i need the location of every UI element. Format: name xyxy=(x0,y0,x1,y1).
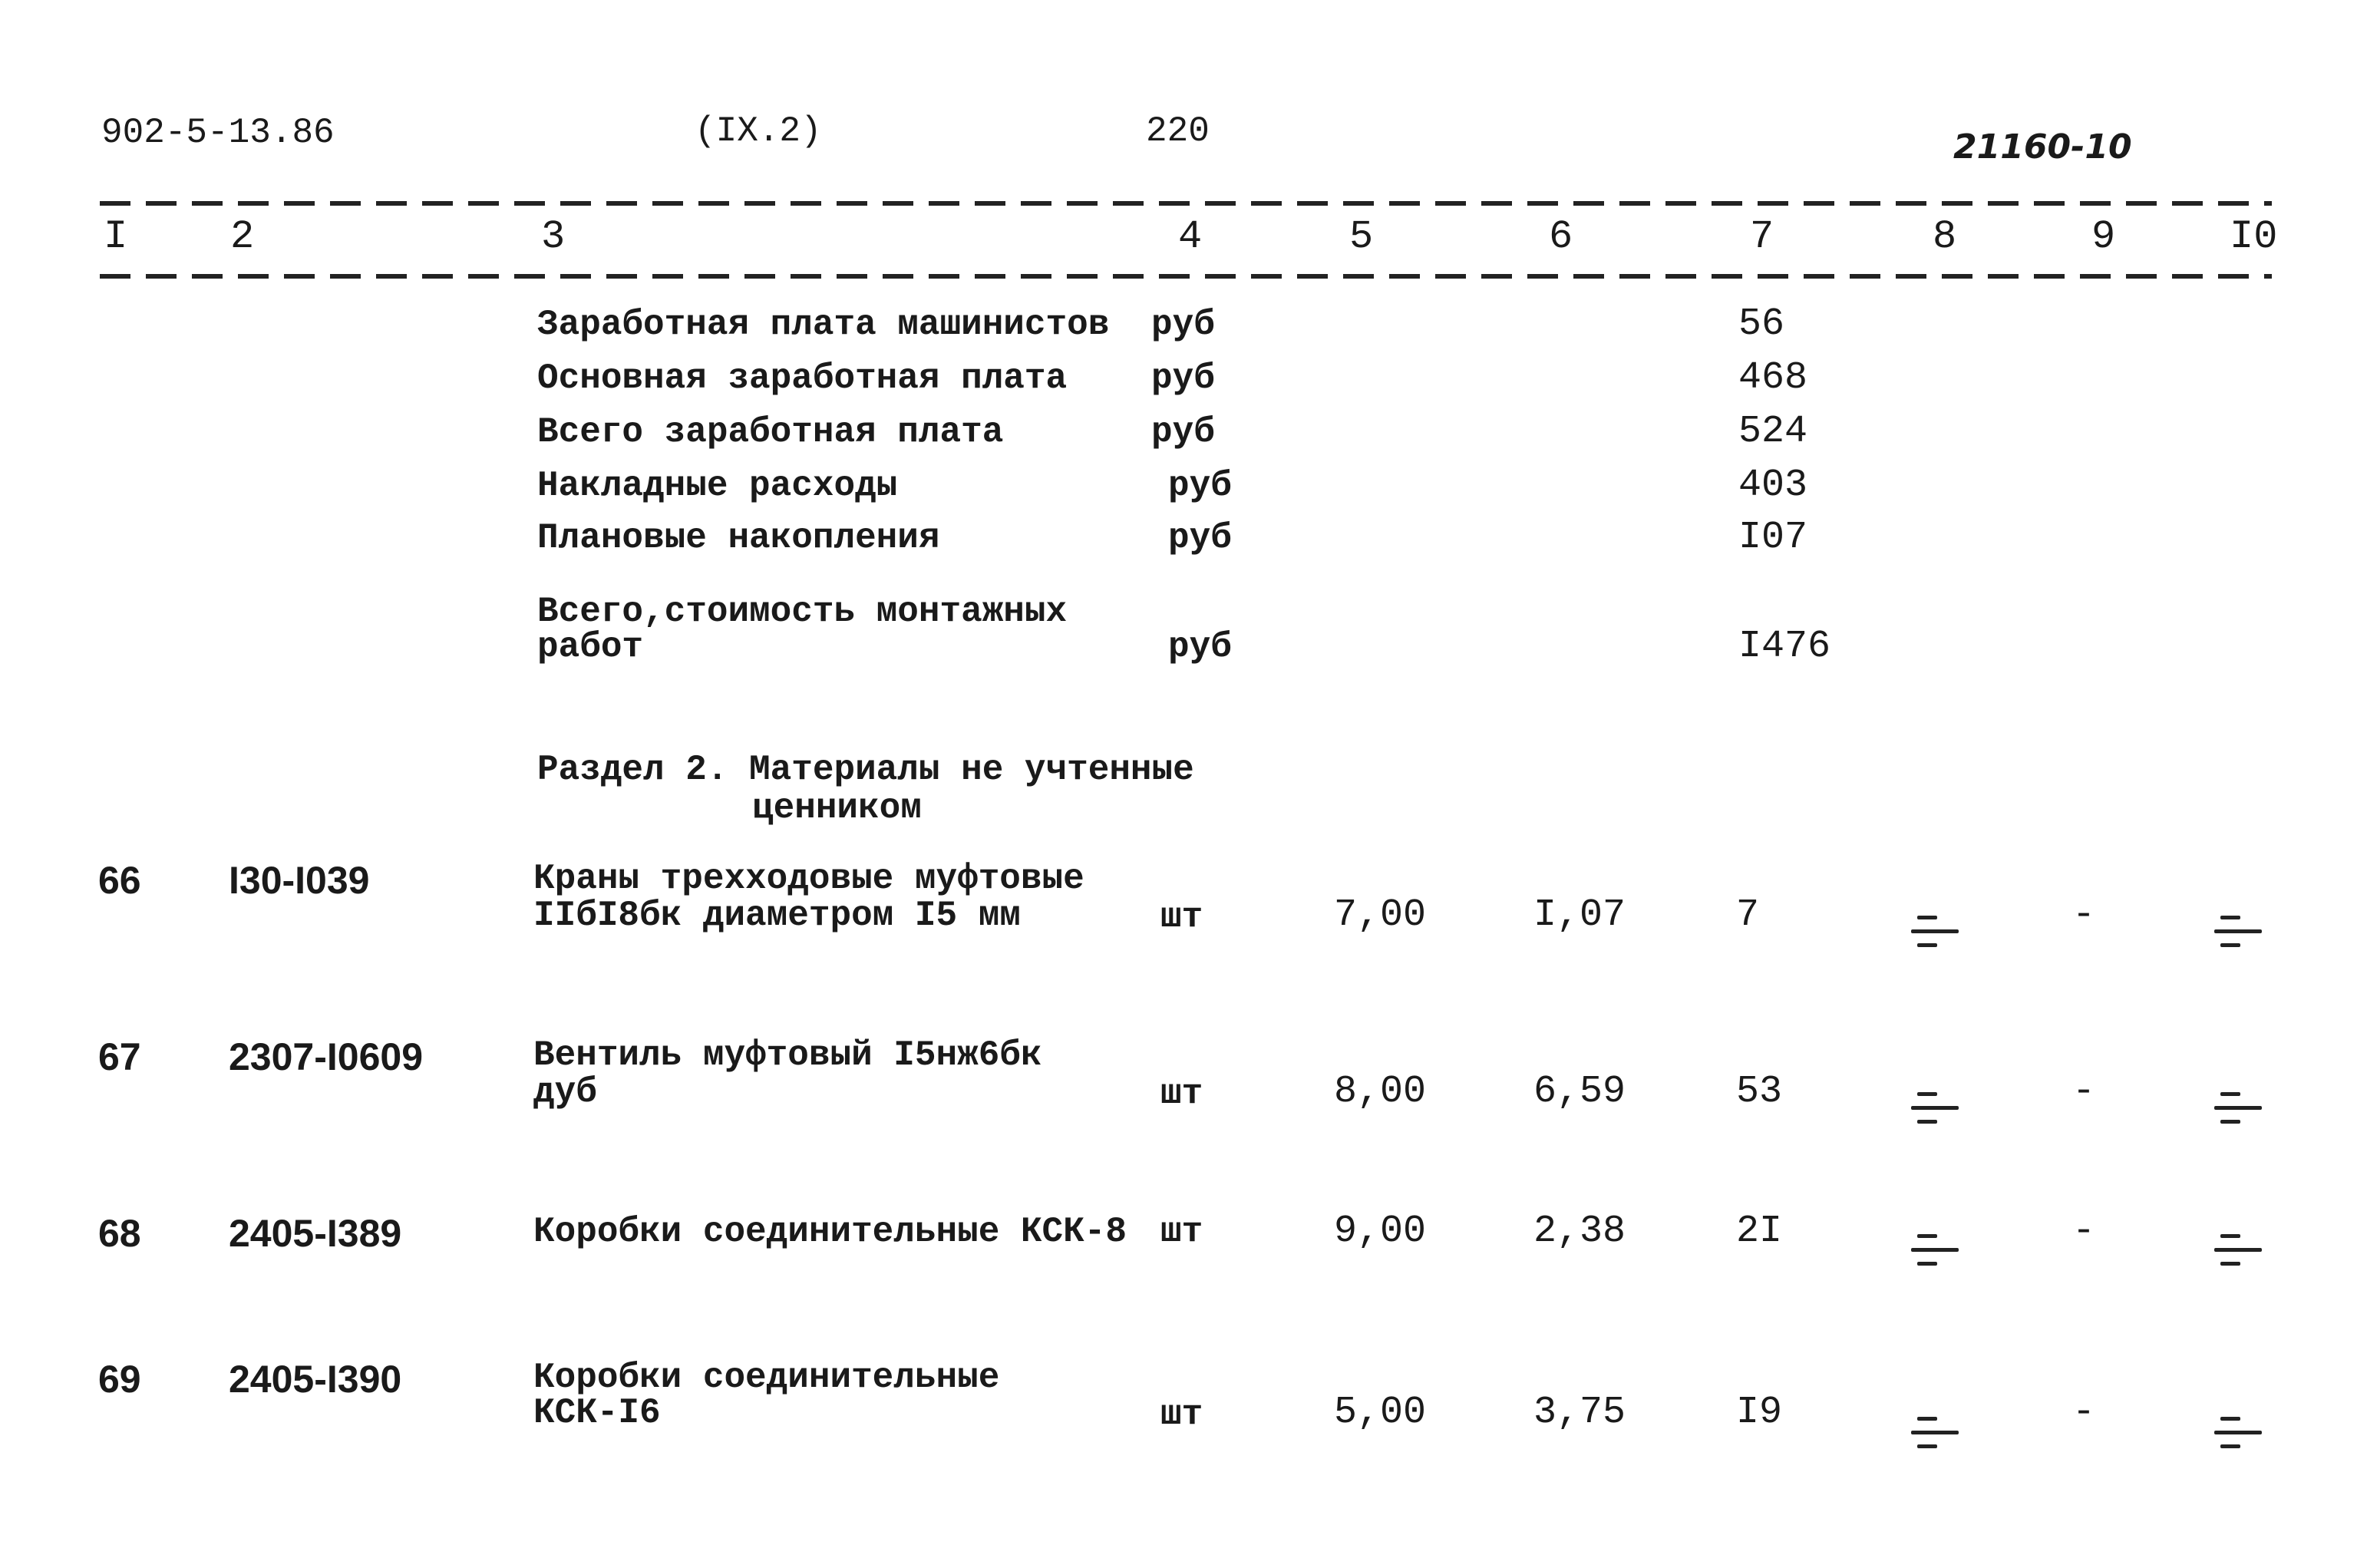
material-name: Вентиль муфтовый I5нж6бк xyxy=(533,1035,1042,1075)
ditto-mark-icon xyxy=(2214,1228,2268,1274)
unit-price: 3,75 xyxy=(1533,1391,1626,1434)
unit-price: I,07 xyxy=(1533,893,1626,937)
empty-dash: - xyxy=(2072,1391,2096,1434)
ditto-mark-icon xyxy=(1911,909,1965,956)
material-name-cont: КСК-I6 xyxy=(533,1393,661,1433)
row-number: 67 xyxy=(98,1035,141,1078)
section-number: (IX.2) xyxy=(695,111,822,151)
column-header-8: 8 xyxy=(1933,214,1957,259)
section-title-cont: ценником xyxy=(752,788,922,828)
price-code: I30-I039 xyxy=(229,859,370,902)
summary-unit: руб xyxy=(1168,466,1232,506)
summary-label: Основная заработная плата xyxy=(537,358,1068,398)
grand-total-label-cont: работ xyxy=(537,627,644,667)
empty-dash: - xyxy=(2072,893,2096,937)
material-name: Краны трехходовые муфтовые xyxy=(533,859,1084,899)
column-header-2: 2 xyxy=(230,214,255,259)
column-header-10: I0 xyxy=(2230,214,2278,259)
summary-total: I07 xyxy=(1738,516,1808,560)
empty-dash: - xyxy=(2072,1070,2096,1114)
row-number: 66 xyxy=(98,859,141,902)
unit-price: 6,59 xyxy=(1533,1070,1626,1114)
summary-total: 56 xyxy=(1738,302,1785,346)
column-header-1: I xyxy=(104,214,128,259)
section-title: Раздел 2. Материалы не учтенные xyxy=(537,750,1194,790)
ditto-mark-icon xyxy=(1911,1086,1965,1132)
unit: шт xyxy=(1160,897,1203,937)
summary-label: Всего заработная плата xyxy=(537,412,1004,452)
column-header-7: 7 xyxy=(1750,214,1774,259)
grand-total-value: I476 xyxy=(1738,625,1831,668)
ditto-mark-icon xyxy=(2214,909,2268,956)
empty-dash: - xyxy=(2072,1210,2096,1253)
unit-price: 2,38 xyxy=(1533,1210,1626,1253)
row-total: 7 xyxy=(1736,893,1760,937)
quantity: 9,00 xyxy=(1334,1210,1427,1253)
column-header-3: 3 xyxy=(541,214,566,259)
quantity: 5,00 xyxy=(1334,1391,1427,1434)
material-name-cont: дуб xyxy=(533,1072,597,1112)
material-name-cont: IIбI8бк диаметром I5 мм xyxy=(533,896,1021,936)
ditto-mark-icon xyxy=(2214,1411,2268,1457)
row-total: I9 xyxy=(1736,1391,1783,1434)
column-header-9: 9 xyxy=(2091,214,2116,259)
summary-unit: руб xyxy=(1151,305,1215,345)
summary-label: Плановые накопления xyxy=(537,518,940,558)
summary-total: 468 xyxy=(1738,356,1808,400)
row-total: 53 xyxy=(1736,1070,1783,1114)
document-code: 902-5-13.86 xyxy=(101,113,335,153)
ditto-mark-icon xyxy=(1911,1411,1965,1457)
material-name: Коробки соединительные КСК-8 xyxy=(533,1212,1127,1252)
price-code: 2405-I389 xyxy=(229,1212,402,1255)
column-header-5: 5 xyxy=(1349,214,1374,259)
row-total: 2I xyxy=(1736,1210,1783,1253)
handwritten-stamp: 21160-10 xyxy=(1953,127,2132,167)
summary-unit: руб xyxy=(1168,518,1232,558)
price-code: 2405-I390 xyxy=(229,1358,402,1401)
column-header-6: 6 xyxy=(1549,214,1573,259)
price-code: 2307-I0609 xyxy=(229,1035,424,1078)
header-rule-bottom xyxy=(100,274,2272,279)
unit: шт xyxy=(1160,1212,1203,1252)
unit: шт xyxy=(1160,1074,1203,1114)
summary-unit: руб xyxy=(1151,412,1215,452)
quantity: 8,00 xyxy=(1334,1070,1427,1114)
column-header-4: 4 xyxy=(1178,214,1203,259)
summary-unit: руб xyxy=(1151,358,1215,398)
summary-total: 524 xyxy=(1738,410,1808,454)
row-number: 69 xyxy=(98,1358,141,1401)
ditto-mark-icon xyxy=(1911,1228,1965,1274)
summary-total: 403 xyxy=(1738,464,1808,507)
summary-label: Заработная плата машинистов xyxy=(537,305,1110,345)
grand-total-unit: руб xyxy=(1168,627,1232,667)
row-number: 68 xyxy=(98,1212,141,1255)
header-rule-top xyxy=(100,201,2272,206)
page-number: 220 xyxy=(1146,111,1210,151)
quantity: 7,00 xyxy=(1334,893,1427,937)
material-name: Коробки соединительные xyxy=(533,1358,1000,1398)
ditto-mark-icon xyxy=(2214,1086,2268,1132)
summary-label: Накладные расходы xyxy=(537,466,898,506)
grand-total-label: Всего,стоимость монтажных xyxy=(537,592,1068,632)
unit: шт xyxy=(1160,1395,1203,1434)
